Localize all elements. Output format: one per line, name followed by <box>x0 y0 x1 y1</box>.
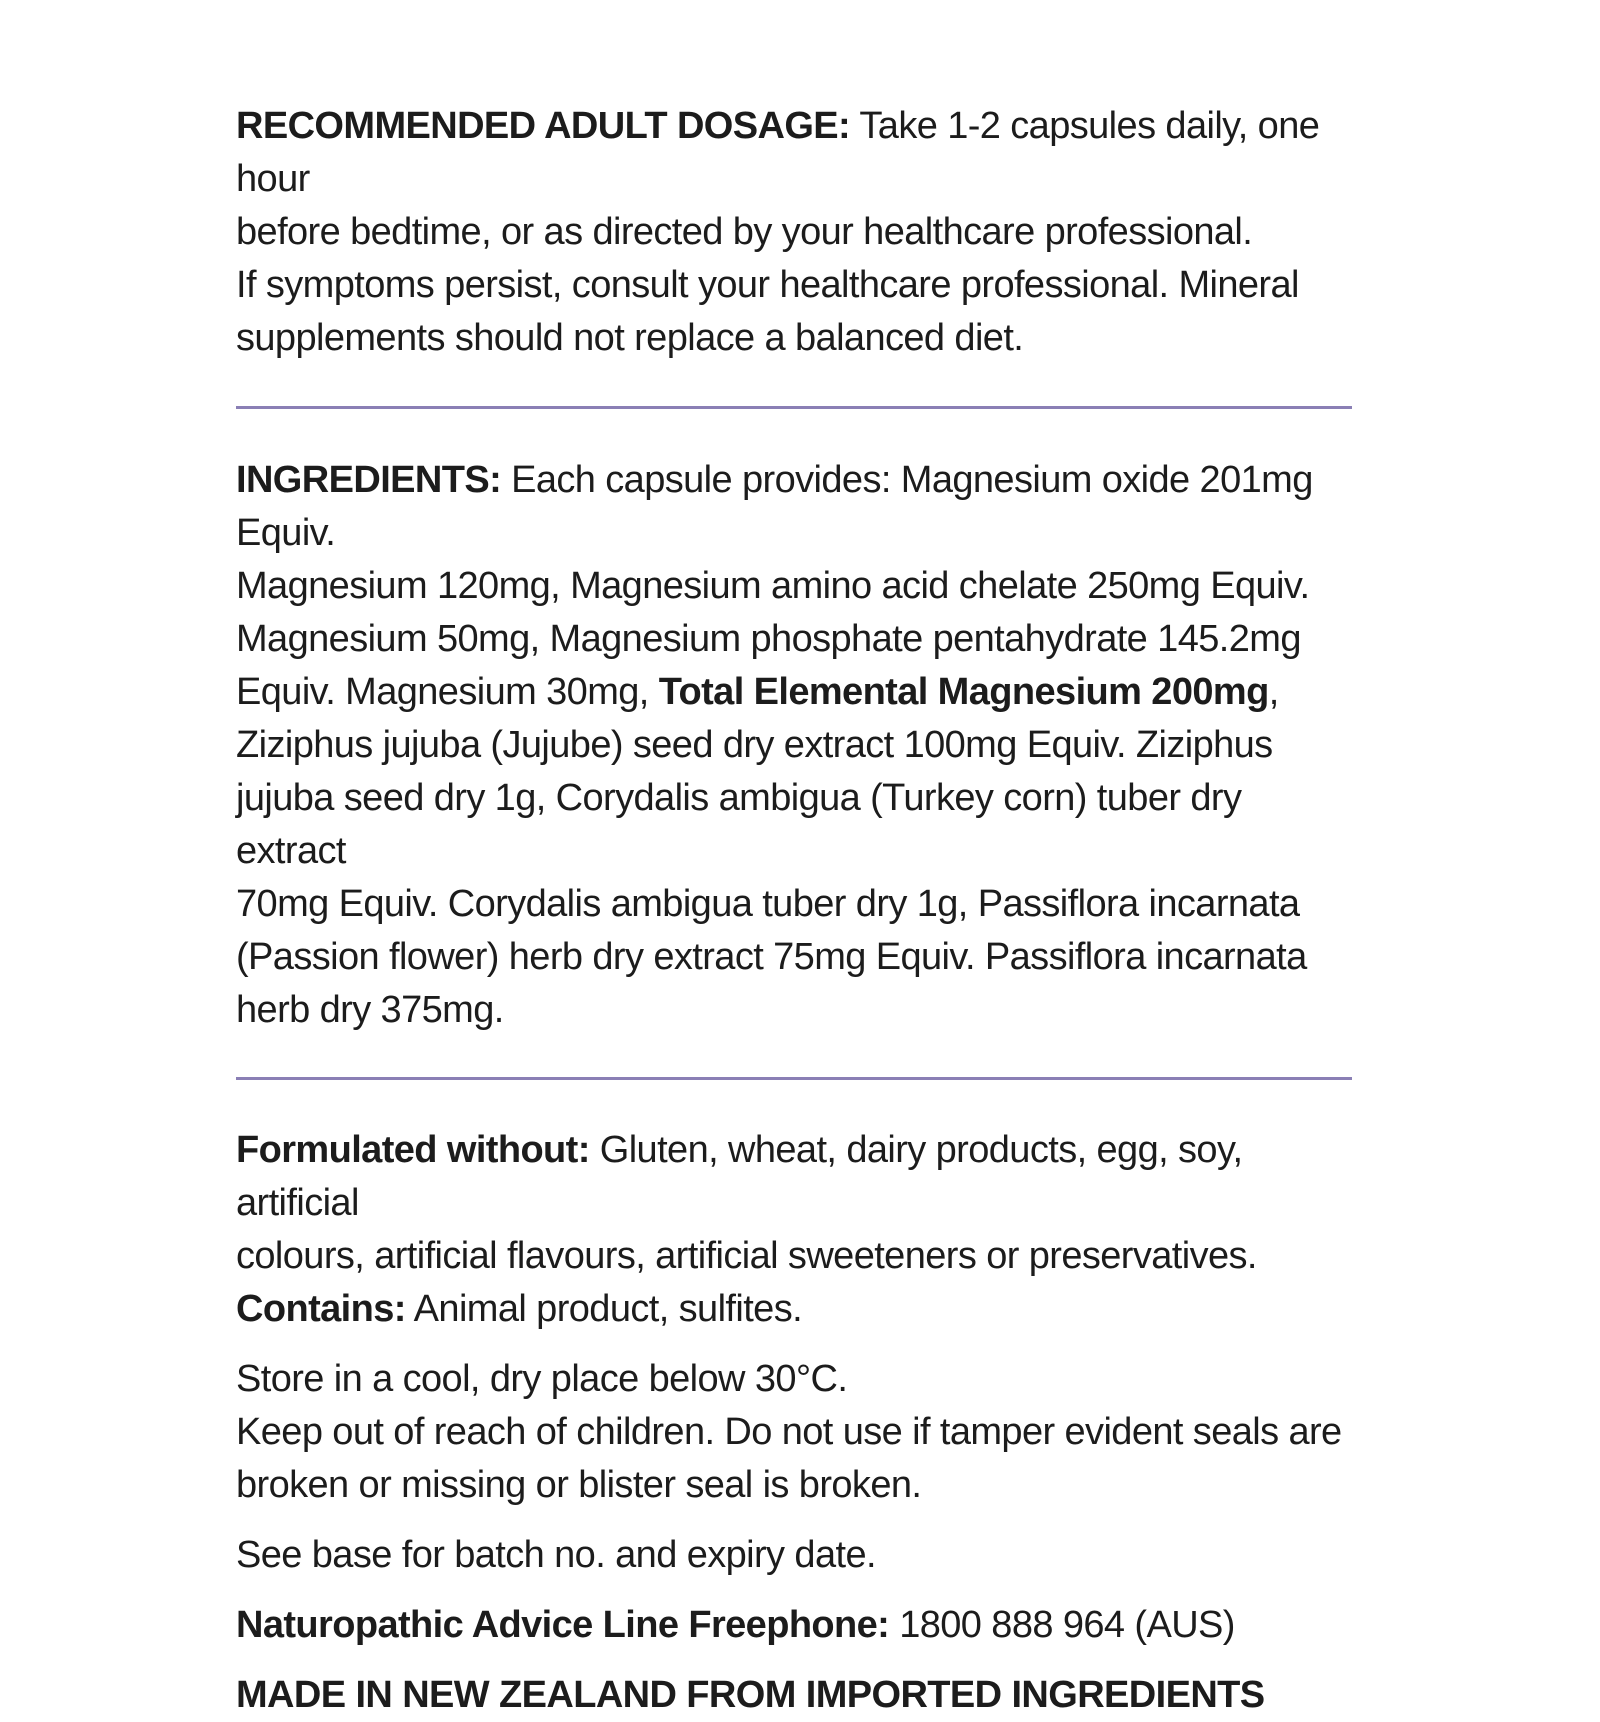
dosage-line: supplements should not replace a balanced diet. <box>236 317 1024 359</box>
storage-section <box>236 1353 1360 1512</box>
ingredients-section <box>236 454 1360 1037</box>
ingredients-line: Magnesium 50mg, Magnesium phosphate pentahydrate 145.2mg <box>236 618 1301 660</box>
dosage-section <box>236 100 1360 365</box>
origin-text: MADE IN NEW ZEALAND FROM IMPORTED INGREDIENTS <box>236 1674 1265 1716</box>
storage-line: Keep out of reach of children. Do not use if tamper evident seals are <box>236 1411 1342 1453</box>
batch-text: See base for batch no. and expiry date. <box>236 1534 876 1576</box>
ingredients-line <box>236 666 1360 719</box>
batch-section <box>236 1529 1360 1582</box>
advice-heading: Naturopathic Advice Line Freephone: <box>236 1604 890 1646</box>
formulated-line <box>236 1124 1360 1230</box>
origin-section <box>236 1669 1360 1722</box>
advice-phone: 1800 888 964 (AUS) <box>889 1604 1235 1646</box>
section-divider <box>236 1077 1352 1080</box>
ingredients-heading: INGREDIENTS: <box>236 459 502 501</box>
ingredients-line: Ziziphus jujuba (Jujube) seed dry extract 100mg Equiv. Ziziphus <box>236 724 1273 766</box>
ingredients-text: Equiv. Magnesium 30mg, <box>236 671 659 713</box>
allergens-section <box>236 1124 1360 1336</box>
contains-text: Animal product, sulfites. <box>405 1288 803 1330</box>
storage-line: Store in a cool, dry place below 30°C. <box>236 1358 848 1400</box>
ingredients-line: jujuba seed dry 1g, Corydalis ambigua (Turkey corn) tuber dry extract <box>236 777 1242 872</box>
ingredients-line: 70mg Equiv. Corydalis ambigua tuber dry 1g, Passiflora incarnata <box>236 883 1300 925</box>
contains-line <box>236 1283 1360 1336</box>
dosage-heading: RECOMMENDED ADULT DOSAGE: <box>236 105 851 147</box>
ingredients-line: Magnesium 120mg, Magnesium amino acid chelate 250mg Equiv. <box>236 565 1310 607</box>
advice-section <box>236 1599 1360 1652</box>
ingredients-line: (Passion flower) herb dry extract 75mg Equiv. Passiflora incarnata <box>236 936 1307 978</box>
ingredients-text: Each capsule provides: Magnesium oxide 201mg Equiv. <box>236 459 1313 554</box>
formulated-line: colours, artificial flavours, artificial sweeteners or preservatives. <box>236 1235 1257 1277</box>
label-panel <box>236 100 1360 1722</box>
section-divider <box>236 406 1352 409</box>
contains-heading: Contains: <box>236 1288 406 1330</box>
ingredients-text: , <box>1268 671 1279 713</box>
dosage-line: before bedtime, or as directed by your healthcare professional. <box>236 211 1253 253</box>
ingredients-line <box>236 454 1360 560</box>
formulated-heading: Formulated without: <box>236 1129 590 1171</box>
ingredients-line: herb dry 375mg. <box>236 989 504 1031</box>
dosage-line: If symptoms persist, consult your healthcare professional. Mineral <box>236 264 1299 306</box>
advice-line <box>236 1599 1360 1652</box>
storage-line: broken or missing or blister seal is broken. <box>236 1464 922 1506</box>
dosage-text: Take 1-2 capsules daily, one hour <box>236 105 1320 200</box>
total-magnesium: Total Elemental Magnesium 200mg <box>658 671 1269 713</box>
formulated-text: Gluten, wheat, dairy products, egg, soy, artificial <box>236 1129 1243 1224</box>
dosage-line <box>236 100 1360 206</box>
